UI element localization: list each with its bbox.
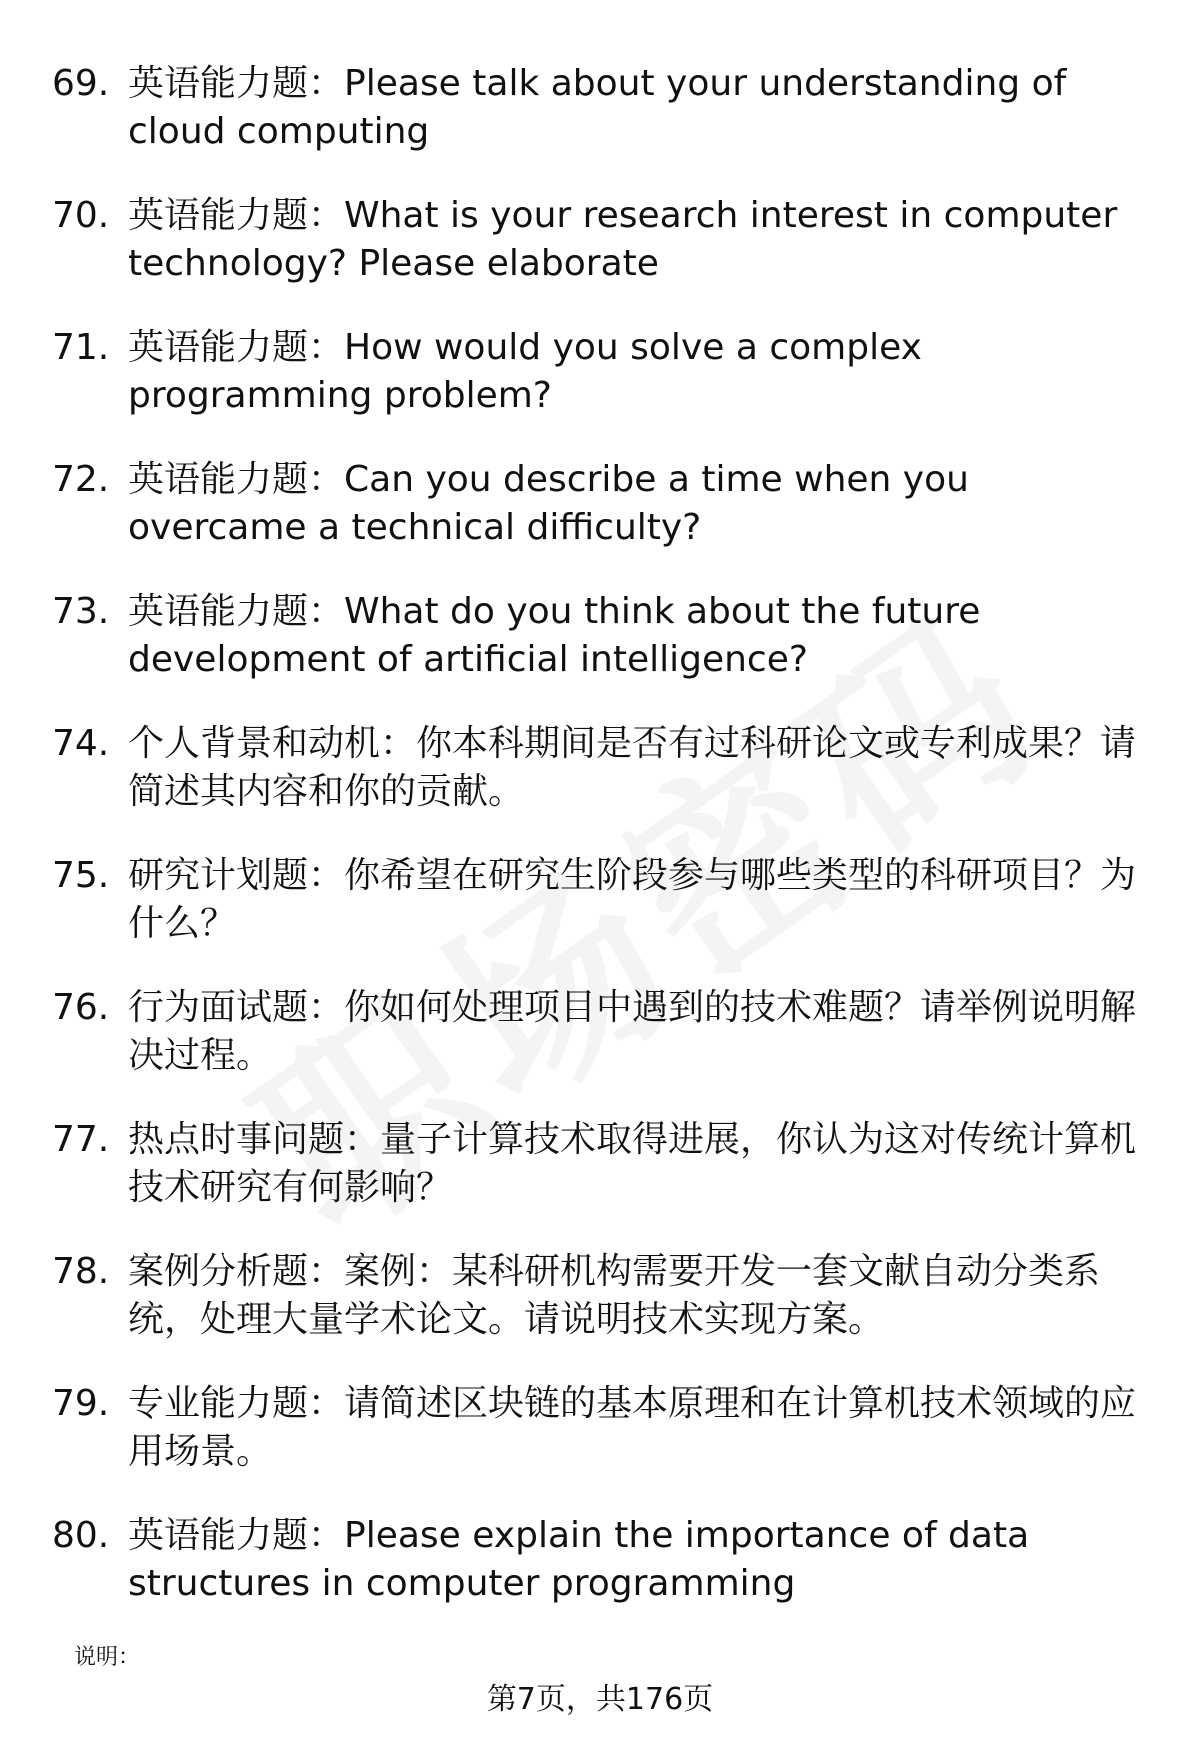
question-text: 英语能力题：What is your research interest in computer technology? Please elaborate — [128, 195, 1118, 284]
question-number: 77. — [52, 1119, 110, 1160]
question-number: 80. — [52, 1515, 110, 1556]
list-item — [0, 316, 1200, 448]
question-text: 研究计划题：你希望在研究生阶段参与哪些类型的科研项目？为什么？ — [128, 855, 1137, 944]
list-item — [0, 580, 1200, 712]
question-number: 75. — [52, 855, 110, 896]
question-text: 英语能力题：How would you solve a complex programming problem? — [128, 327, 922, 416]
question-number: 71. — [52, 327, 110, 368]
question-number: 79. — [52, 1383, 110, 1424]
list-item — [0, 1372, 1200, 1504]
list-item — [0, 976, 1200, 1108]
question-text: 热点时事问题：量子计算技术取得进展，你认为这对传统计算机技术研究有何影响？ — [128, 1119, 1137, 1208]
question-text: 专业能力题：请简述区块链的基本原理和在计算机技术领域的应用场景。 — [128, 1383, 1137, 1472]
question-text: 行为面试题：你如何处理项目中遇到的技术难题？请举例说明解决过程。 — [128, 987, 1137, 1076]
list-item — [0, 712, 1200, 844]
list-item — [0, 52, 1200, 184]
question-text: 英语能力题：Can you describe a time when you overcame a technical difficulty? — [128, 459, 969, 548]
question-number: 78. — [52, 1251, 110, 1292]
question-text: 英语能力题：Please talk about your understanding of cloud computing — [128, 63, 1067, 152]
note-label: 说明： — [74, 1645, 141, 1670]
page-footer: 第7页，共176页 — [486, 1682, 714, 1717]
question-text: 英语能力题：Please explain the importance of data structures in computer programming — [128, 1515, 1030, 1604]
list-item — [0, 1108, 1200, 1240]
question-number: 72. — [52, 459, 110, 500]
question-text: 英语能力题：What do you think about the future development of artificial intelligence? — [128, 591, 981, 680]
list-item — [0, 448, 1200, 580]
question-number: 73. — [52, 591, 110, 632]
list-item — [0, 184, 1200, 316]
question-text: 案例分析题：案例：某科研机构需要开发一套文献自动分类系统，处理大量学术论文。请说明技术实现方案。 — [128, 1251, 1101, 1340]
question-number: 76. — [52, 987, 110, 1028]
list-item — [0, 1240, 1200, 1372]
question-text: 个人背景和动机：你本科期间是否有过科研论文或专利成果？请简述其内容和你的贡献。 — [128, 723, 1137, 812]
question-number: 69. — [52, 63, 110, 104]
list-item — [0, 844, 1200, 976]
list-item — [0, 1504, 1200, 1636]
question-number: 74. — [52, 723, 110, 764]
question-number: 70. — [52, 195, 110, 236]
question-list — [0, 52, 1200, 1636]
